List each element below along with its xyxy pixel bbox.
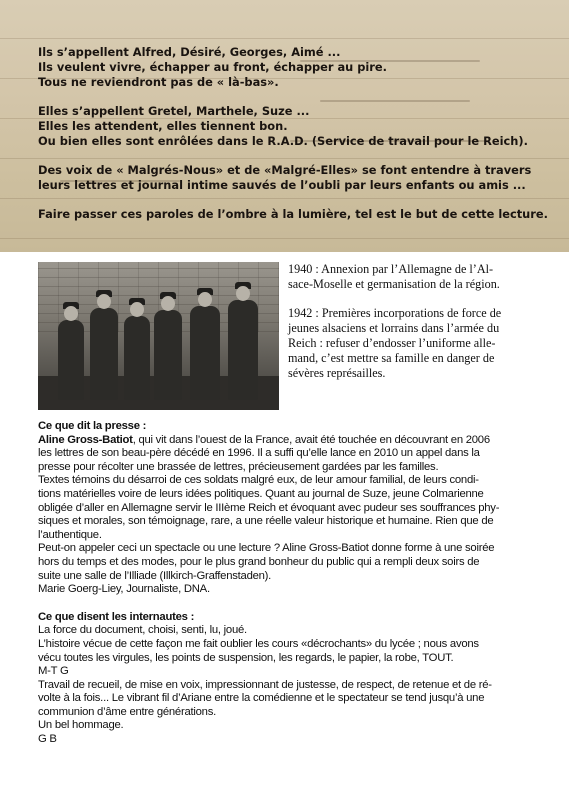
press-heading: Ce que dit la presse : [38, 420, 147, 432]
press-author: Aline Gross-Batiot [38, 433, 133, 446]
intro-line: jeunes alsaciens et lorrains dans l’armée du [288, 321, 500, 335]
intro-line: sévères représailles. [288, 366, 386, 380]
press-line: Textes témoins du désarroi de ces soldats malgré eux, de leur amour familial, de leurs condi- [38, 474, 479, 487]
banner-line: Ils veulent vivre, échapper au front, échapper au pire. [38, 60, 387, 74]
internautes-heading: Ce que disent les internautes : [38, 610, 195, 623]
internaute-line: communion d’âme entre générations. [38, 705, 217, 718]
press-signature: Marie Goerg-Liey, Journaliste, DNA. [38, 583, 210, 596]
press-line: tions matérielles voire de leurs idées politiques. Quant au journal de Suze, jeune Colmarienne [38, 487, 484, 500]
internaute-line: La force du document, choisi, senti, lu, joué. [38, 624, 247, 637]
internaute-signature: M-T G [38, 665, 69, 678]
press-line: suite une salle de l’Illiade (Illkirch-Graffenstaden). [38, 569, 272, 582]
banner-paragraph-2 [38, 104, 538, 149]
banner-text [38, 45, 548, 236]
letter-banner [0, 0, 569, 252]
press-line: Peut-on appeler ceci un spectacle ou une lecture ? Aline Gross-Batiot donne forme à une soirée [38, 542, 495, 555]
banner-line: Faire passer ces paroles de l’ombre à la lumière, tel est le but de cette lecture. [38, 207, 548, 221]
press-line: les lettres de son beau-père décédé en 1996. Il a suffi qu’elle lance en 2010 un appel dans la [38, 447, 480, 460]
intro-line: 1942 : Premières incorporations de force de [288, 306, 502, 320]
banner-line: Elles les attendent, elles tiennent bon. [38, 119, 288, 133]
banner-line: Tous ne reviendront pas de « là-bas». [38, 75, 279, 89]
intro-line: sace-Moselle et germanisation de la région. [288, 277, 500, 291]
banner-line: Ils s’appellent Alfred, Désiré, Georges, Aimé ... [38, 45, 341, 59]
banner-line: Ou bien elles sont enrôlées dans le R.A.D. (Service de travail pour le Reich). [38, 134, 528, 148]
banner-line: leurs lettres et journal intime sauvés de l’oubli par leurs enfants ou amis ... [38, 178, 526, 192]
intro-line: Reich : refuser d’endosser l’uniforme alle- [288, 336, 496, 350]
photo-figure [154, 310, 182, 400]
historical-intro [288, 262, 532, 395]
intro-1942 [288, 306, 532, 381]
intro-1940 [288, 262, 532, 292]
banner-paragraph-3 [38, 163, 538, 193]
reviews-section [38, 420, 533, 747]
internaute-line: volte à la fois... Le vibrant fil d’Ariane entre la comédienne et le spectateur se tend jusqu’à une [38, 692, 485, 705]
press-line [38, 434, 533, 448]
banner-line: Elles s’appellent Gretel, Marthele, Suze ... [38, 104, 310, 118]
section-gap [38, 597, 533, 611]
press-line-text: , qui vit dans l’ouest de la France, avait été touchée en découvrant en 2006 [132, 433, 490, 446]
press-line: hors du temps et des modes, pour le plus grand bonheur du public qui a rempli deux soirs de [38, 555, 480, 568]
photo-figure [58, 320, 84, 400]
press-line: siques et morales, son témoignage, rare, a une réelle valeur historique et humaine. Rien que de [38, 515, 494, 528]
photo-figure [228, 300, 258, 400]
banner-paragraph-4 [38, 207, 548, 222]
press-line: presse pour récolter une brassée de lettres, précieusement gardées par les familles. [38, 460, 439, 473]
internaute-line: vécu toutes les virgules, les points de suspension, les regards, le papier, la robe, TOUT. [38, 651, 454, 664]
internaute-line: L’histoire vécue de cette façon me fait oublier les cours «décrochants» du lycée ; nous avons [38, 637, 479, 650]
intro-line: mand, c’est mettre sa famille en danger de [288, 351, 495, 365]
photo-figure [190, 306, 220, 400]
banner-paragraph-1 [38, 45, 538, 90]
internaute-signature: G B [38, 733, 57, 746]
press-line: l’authentique. [38, 528, 102, 541]
banner-line: Des voix de « Malgrés-Nous» et de «Malgré-Elles» se font entendre à travers [38, 163, 532, 177]
press-line: obligée d’aller en Allemagne servir le IIIème Reich et évoquant avec pudeur ses souffrances phy- [38, 501, 500, 514]
photo-figure [90, 308, 118, 400]
photo-figure [124, 316, 150, 400]
intro-line: 1940 : Annexion par l’Allemagne de l’Al- [288, 262, 494, 276]
soldiers-photo [38, 262, 279, 410]
internaute-line: Un bel hommage. [38, 719, 124, 732]
internaute-line: Travail de recueil, de mise en voix, impressionnant de justesse, de respect, de retenue et de ré- [38, 678, 492, 691]
